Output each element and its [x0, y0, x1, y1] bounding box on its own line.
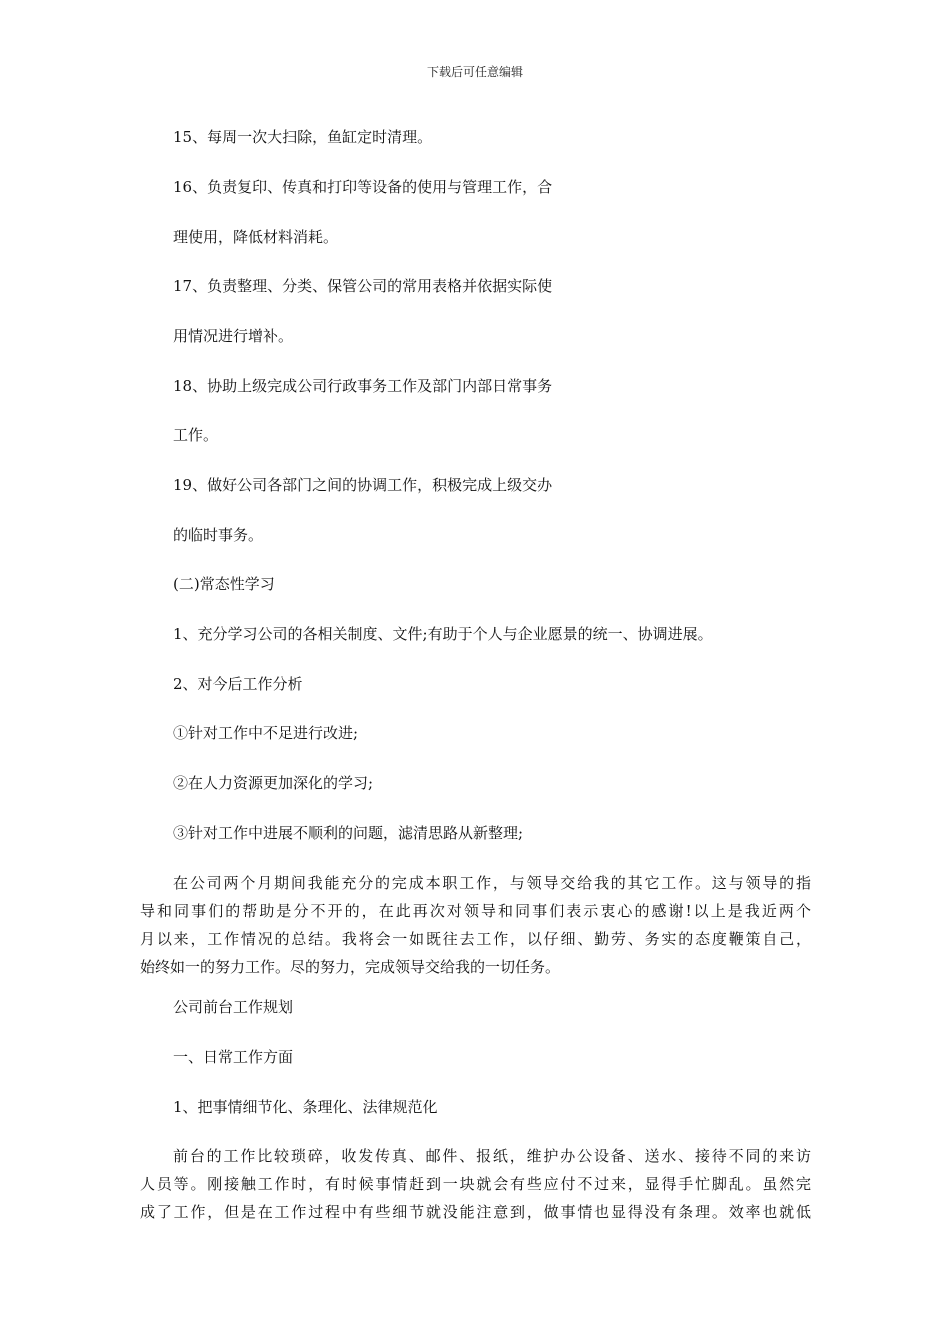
body-paragraph [140, 1142, 811, 1226]
list-item-continuation: 的临时事务。 [173, 526, 264, 544]
section-heading: 一、日常工作方面 [173, 1048, 294, 1066]
summary-paragraph [140, 869, 811, 981]
section-heading: (二)常态性学习 [173, 575, 275, 593]
list-item: 19、做好公司各部门之间的协调工作，积极完成上级交办 [173, 476, 553, 494]
document-title: 公司前台工作规划 [173, 998, 294, 1016]
list-item: 1、充分学习公司的各相关制度、文件;有助于个人与企业愿景的统一、协调进展。 [173, 625, 713, 643]
list-item: 2、对今后工作分析 [173, 675, 303, 693]
paragraph-line: 始终如一的努力工作。尽的努力，完成领导交给我的一切任务。 [140, 958, 561, 976]
paragraph-line: 月以来，工作情况的总结。我将会一如既往去工作，以仔细、勤劳、务实的态度鞭策自己， [140, 930, 811, 948]
paragraph-line: 在公司两个月期间我能充分的完成本职工作，与领导交给我的其它工作。这与领导的指 [173, 874, 811, 892]
list-item: ③针对工作中进展不顺利的问题，滤清思路从新整理; [173, 824, 524, 842]
paragraph-line: 前台的工作比较琐碎，收发传真、邮件、报纸，维护办公设备、送水、接待不同的来访 [173, 1147, 811, 1165]
list-item: 16、负责复印、传真和打印等设备的使用与管理工作，合 [173, 178, 553, 196]
list-item: 17、负责整理、分类、保管公司的常用表格并依据实际使 [173, 277, 553, 295]
list-item: 15、每周一次大扫除，鱼缸定时清理。 [173, 128, 433, 146]
list-item-continuation: 理使用，降低材料消耗。 [173, 228, 339, 246]
list-item-continuation: 用情况进行增补。 [173, 327, 294, 345]
list-item: ②在人力资源更加深化的学习; [173, 774, 374, 792]
page-header: 下载后可任意编辑 [426, 65, 523, 79]
list-item: ①针对工作中不足进行改进; [173, 724, 359, 742]
list-item: 18、协助上级完成公司行政事务工作及部门内部日常事务 [173, 377, 553, 395]
list-item: 1、把事情细节化、条理化、法律规范化 [173, 1098, 438, 1116]
list-item-continuation: 工作。 [173, 426, 219, 444]
paragraph-line: 成了工作，但是在工作过程中有些细节就没能注意到，做事情也显得没有条理。效率也就低 [140, 1203, 811, 1221]
paragraph-line: 导和同事们的帮助是分不开的，在此再次对领导和同事们表示衷心的感谢!以上是我近两个 [140, 902, 811, 920]
paragraph-line: 人员等。刚接触工作时，有时候事情赶到一块就会有些应付不过来，显得手忙脚乱。虽然完 [140, 1175, 811, 1193]
